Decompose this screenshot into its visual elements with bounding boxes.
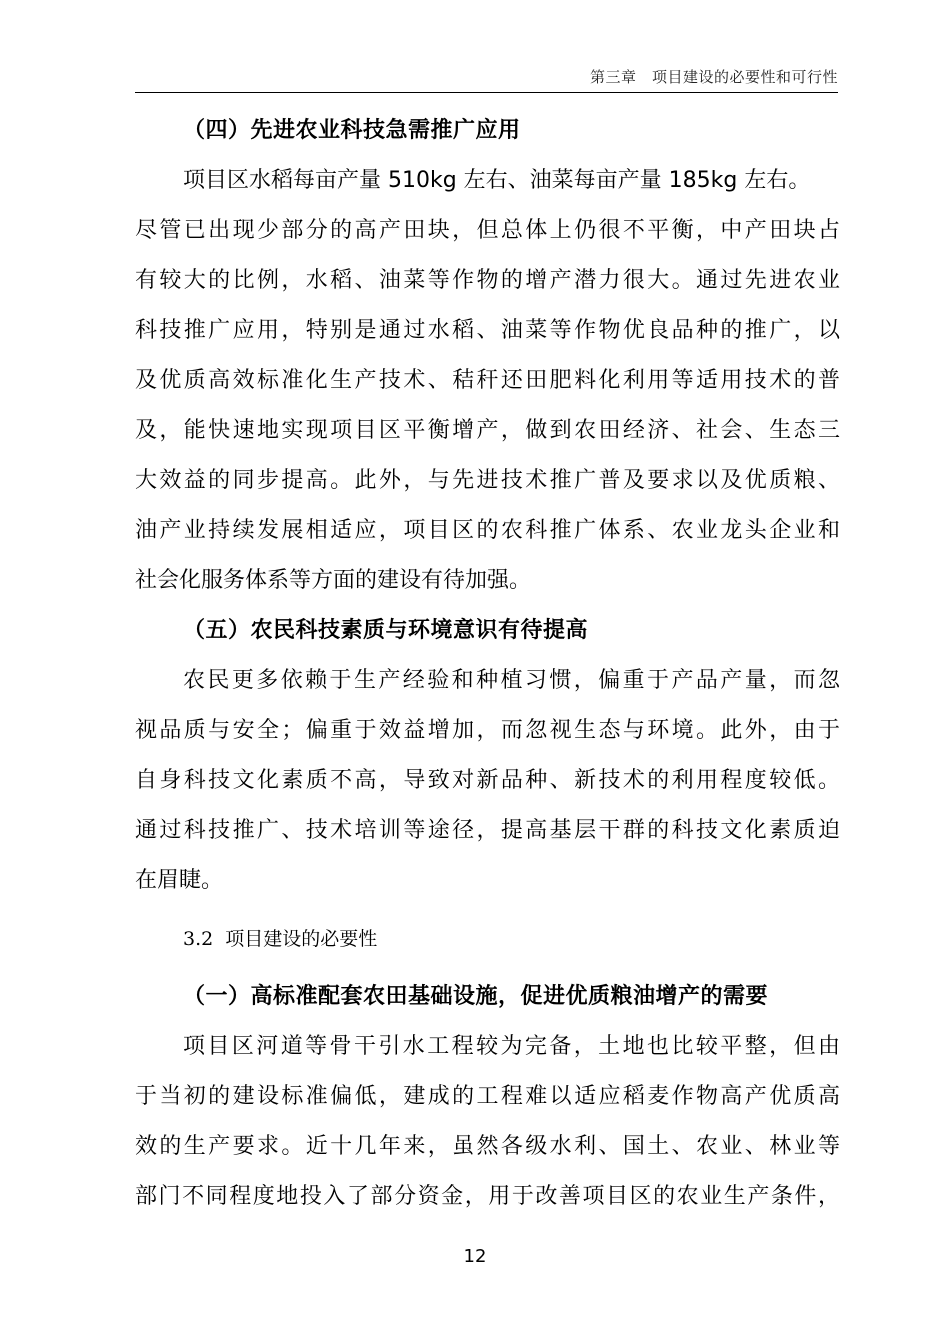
- section-number: 3.2: [183, 928, 214, 950]
- paragraph-line: 及优质高效标准化生产技术、秸秆还田肥料化利用等适用技术的普: [135, 368, 840, 393]
- paragraph-line: 部门不同程度地投入了部分资金，用于改善项目区的农业生产条件，: [135, 1184, 840, 1209]
- paragraph-line: 大效益的同步提高。此外，与先进技术推广普及要求以及优质粮、: [135, 468, 840, 493]
- section-heading-4: （四）先进农业科技急需推广应用: [183, 118, 521, 143]
- page-header: [135, 62, 838, 93]
- paragraph-line: 通过科技推广、技术培训等途径，提高基层干群的科技文化素质迫: [135, 818, 840, 843]
- chapter-title: 第三章 项目建设的必要性和可行性: [589, 68, 838, 86]
- paragraph-line: 油产业持续发展相适应，项目区的农科推广体系、农业龙头企业和: [135, 518, 840, 543]
- paragraph-line: 于当初的建设标准偏低，建成的工程难以适应稻麦作物高产优质高: [135, 1084, 840, 1109]
- paragraph-line: 项目区河道等骨干引水工程较为完备，土地也比较平整，但由: [183, 1034, 840, 1059]
- section-title-text: 项目建设的必要性: [225, 928, 378, 950]
- paragraph-line: 效的生产要求。近十几年来，虽然各级水利、国土、农业、林业等: [135, 1134, 840, 1159]
- paragraph-line: 尽管已出现少部分的高产田块，但总体上仍很不平衡，中产田块占: [135, 218, 840, 243]
- paragraph-line: 农民更多依赖于生产经验和种植习惯，偏重于产品产量，而忽: [183, 668, 840, 693]
- paragraph-line: 项目区水稻每亩产量 510kg 左右、油菜每亩产量 185kg 左右。: [183, 168, 811, 193]
- paragraph-line: 视品质与安全；偏重于效益增加，而忽视生态与环境。此外，由于: [135, 718, 840, 743]
- paragraph-line: 社会化服务体系等方面的建设有待加强。: [135, 568, 532, 593]
- paragraph-line: 及，能快速地实现项目区平衡增产，做到农田经济、社会、生态三: [135, 418, 840, 443]
- paragraph-line: 在眉睫。: [135, 868, 224, 893]
- paragraph-line: 科技推广应用，特别是通过水稻、油菜等作物优良品种的推广，以: [135, 318, 840, 343]
- document-body: [135, 106, 840, 1222]
- section-heading-5: （五）农民科技素质与环境意识有待提高: [183, 618, 589, 643]
- section-title-3-2: [135, 906, 840, 972]
- page-number: 12: [463, 1246, 487, 1267]
- paragraph-line: 自身科技文化素质不高，导致对新品种、新技术的利用程度较低。: [135, 768, 840, 793]
- subsection-heading-1: （一）高标准配套农田基础设施，促进优质粮油增产的需要: [183, 984, 769, 1009]
- paragraph-line: 有较大的比例，水稻、油菜等作物的增产潜力很大。通过先进农业: [135, 268, 840, 293]
